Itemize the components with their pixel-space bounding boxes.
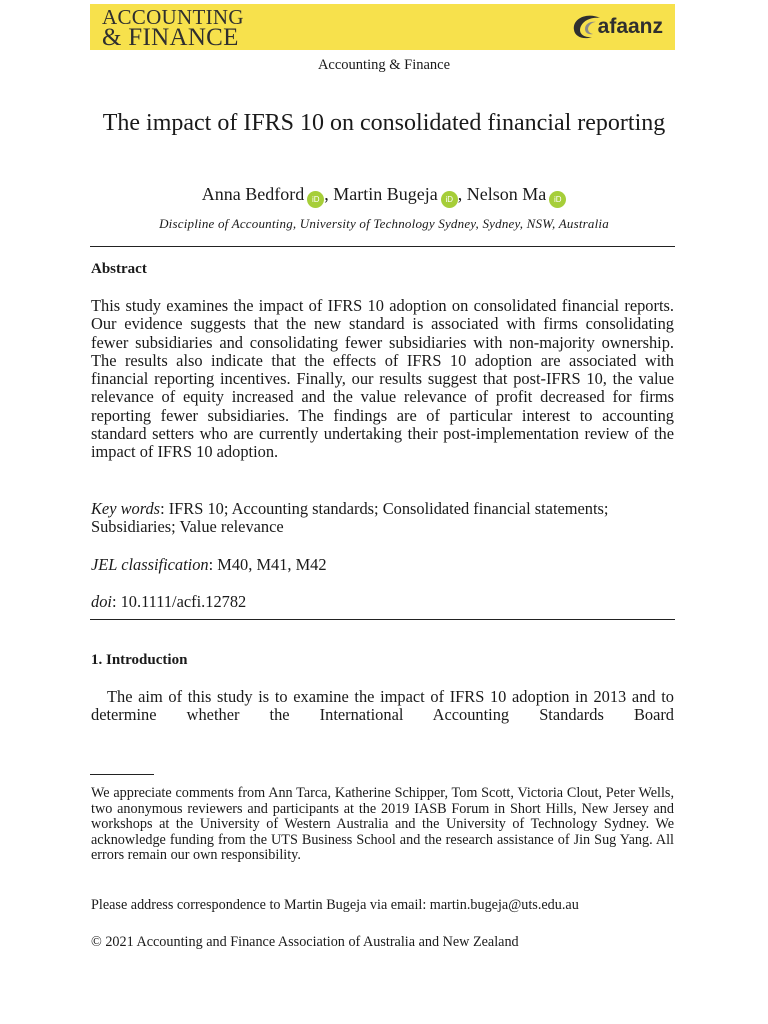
keywords-colon: : xyxy=(160,499,169,518)
orcid-icon[interactable]: iD xyxy=(441,191,458,208)
author-separator: , xyxy=(324,184,334,204)
author-name[interactable]: Nelson Ma xyxy=(466,184,547,204)
keywords-label: Key words xyxy=(91,499,161,518)
keywords xyxy=(91,500,674,537)
introduction-heading: 1. Introduction xyxy=(91,652,188,668)
journal-logo xyxy=(102,5,244,51)
doi-link[interactable]: 10.1111/acfi.12782 xyxy=(120,592,247,611)
introduction-text: The aim of this study is to examine the impact of IFRS 10 adoption in 2013 and to determine whether the International Accounting Standards Board xyxy=(91,687,674,725)
affiliation: Discipline of Accounting, University of Technology Sydney, Sydney, NSW, Australia xyxy=(159,216,609,231)
copyright-notice: © 2021 Accounting and Finance Association of Australia and New Zealand xyxy=(91,934,519,950)
orcid-icon[interactable]: iD xyxy=(307,191,324,208)
article-title: The impact of IFRS 10 on consolidated financial reporting xyxy=(102,110,666,136)
author-name[interactable]: Anna Bedford xyxy=(201,184,305,204)
doi-label: doi xyxy=(91,592,112,611)
abstract-heading: Abstract xyxy=(91,261,147,277)
journal-logo-line2: & FINANCE xyxy=(102,24,239,51)
divider-bottom xyxy=(90,619,675,620)
author-list xyxy=(0,184,768,208)
correspondence-footnote: Please address correspondence to Martin Bugeja via email: martin.bugeja@uts.edu.au xyxy=(91,897,579,913)
footnote-divider xyxy=(90,774,154,775)
doi-colon: : xyxy=(111,592,121,611)
abstract-text: This study examines the impact of IFRS 10 adoption on consolidated financial reports. Our evidence suggests that the new standard is associated with firms consolidating fewer subsidiaries and consolidating fewer subsidiaries with non-majority ownership. The results also indicate that the effects of IFRS 10 adoption are associated with financial reporting incentives. Finally, our results suggest that post-IFRS 10, the value relevance of equity increased and the value relevance of profit decreased for firms reporting fewer subsidiaries. The findings are of particular interest to accounting standard setters who are currently undertaking their post-implementation review of the impact of IFRS 10 adoption. xyxy=(91,296,674,462)
jel-label: JEL classification xyxy=(91,555,209,574)
author-name[interactable]: Martin Bugeja xyxy=(333,184,438,204)
jel-value: M40, M41, M42 xyxy=(217,555,327,574)
author-separator: , xyxy=(457,184,467,204)
keywords-value: IFRS 10; Accounting standards; Consolidated financial statements; Subsidiaries; Value relevance xyxy=(91,499,609,537)
running-head: Accounting & Finance xyxy=(317,57,451,73)
doi xyxy=(91,593,674,611)
acknowledgement-footnote: We appreciate comments from Ann Tarca, Katherine Schipper, Tom Scott, Victoria Clout, Peter Wells, two anonymous reviewers and participants at the 2019 IASB Forum in Short Hills, New Jersey and workshops at the University of Western Australia and the University of Technology Sydney. We acknowledge funding from the UTS Business School and the research assistance of Jin Sug Yang. All errors remain our own responsibility. xyxy=(91,785,674,863)
journal-logo-line1: ACCOUNTING xyxy=(102,5,244,29)
divider-top xyxy=(90,246,675,247)
afaanz-wordmark: afaanz xyxy=(597,15,663,38)
journal-banner xyxy=(90,4,675,50)
afaanz-logo xyxy=(570,12,663,42)
jel-classification xyxy=(91,556,674,574)
orcid-icon[interactable]: iD xyxy=(549,191,566,208)
jel-colon: : xyxy=(208,555,218,574)
